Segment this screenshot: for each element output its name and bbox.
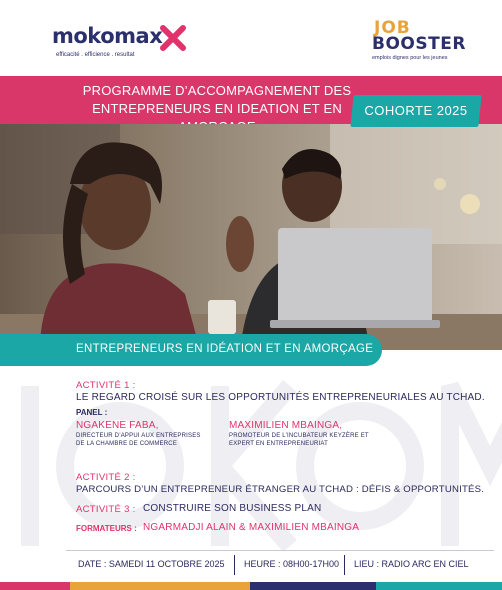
event-time: HEURE : 08H00-17H00 <box>244 559 340 569</box>
subtitle-text: ENTREPRENEURS EN IDÉATION ET EN AMORÇAGE <box>76 343 374 355</box>
panelist-2-role-line1: PROMOTEUR DE L’INCUBATEUR KEYZÈRE ET <box>229 433 369 439</box>
mokomax-wordmark: mokomax <box>52 24 163 48</box>
panelist-2-role-line2: EXPERT EN ENTREPRENEURIAT <box>229 441 329 447</box>
info-bar <box>66 550 494 576</box>
panelist-1-role-line1: DIRECTEUR D’APPUI AUX ENTREPRISES <box>76 433 201 439</box>
stripe-teal <box>376 582 502 590</box>
stripe-navy <box>250 582 376 590</box>
hero-photo-illustration <box>0 124 502 350</box>
activity-2-text: PARCOURS D’UN ENTREPRENEUR ÉTRANGER AU TCHAD : DÉFIS & OPPORTUNITÉS. <box>76 484 485 495</box>
event-location: LIEU : RADIO ARC EN CIEL <box>354 559 469 569</box>
activity-3-label: ACTIVITÉ 3 : <box>76 504 136 515</box>
panelist-1-role-line2: DE LA CHAMBRE DE COMMERCE <box>76 441 178 447</box>
event-date: DATE : SAMEDI 11 OCTOBRE 2025 <box>78 559 225 569</box>
stripe-pink <box>0 582 70 590</box>
info-separator-2 <box>344 555 345 575</box>
hero-photo <box>0 124 502 350</box>
panelist-1-role <box>76 432 201 448</box>
activity-1-text: LE REGARD CROISÉ SUR LES OPPORTUNITÉS ENTREPRENEURIALES AU TCHAD. <box>76 392 485 403</box>
stripe-orange <box>70 582 250 590</box>
jobbooster-tagline: emplois dignes pour les jeunes <box>372 55 448 61</box>
formateurs-label: FORMATEURS : <box>76 524 137 533</box>
activity-1-label: ACTIVITÉ 1 : <box>76 380 136 391</box>
cohorte-label: COHORTE 2025 <box>364 103 468 118</box>
activity-2-label: ACTIVITÉ 2 : <box>76 472 136 483</box>
jobbooster-job: JOB <box>374 18 411 38</box>
program-title-line1: PROGRAMME D’ACCOMPAGNEMENT DES <box>82 83 352 98</box>
jobbooster-logo <box>368 18 468 68</box>
info-separator-1 <box>234 555 235 575</box>
cohorte-badge <box>350 95 481 127</box>
jobbooster-booster: BOOSTER <box>372 34 466 54</box>
activity-3-text: CONSTRUIRE SON BUSINESS PLAN <box>143 503 322 514</box>
panelist-2-name: MAXIMILIEN MBAINGA, <box>229 420 343 431</box>
mokomax-x-icon <box>160 25 186 51</box>
panelist-1-name: NGAKENE FABA, <box>76 420 159 431</box>
formateurs-names: NGARMADJI ALAIN & MAXIMILIEN MBAINGA <box>143 522 360 533</box>
mokomax-logo <box>52 24 192 64</box>
subtitle-band <box>0 334 382 366</box>
panelist-2-role <box>229 432 369 448</box>
program-title-line2: ENTREPRENEURS EN IDEATION ET EN <box>92 101 342 116</box>
panel-label: PANEL : <box>76 408 108 417</box>
mokomax-tagline: efficacité . efficience . resultat <box>56 52 135 58</box>
